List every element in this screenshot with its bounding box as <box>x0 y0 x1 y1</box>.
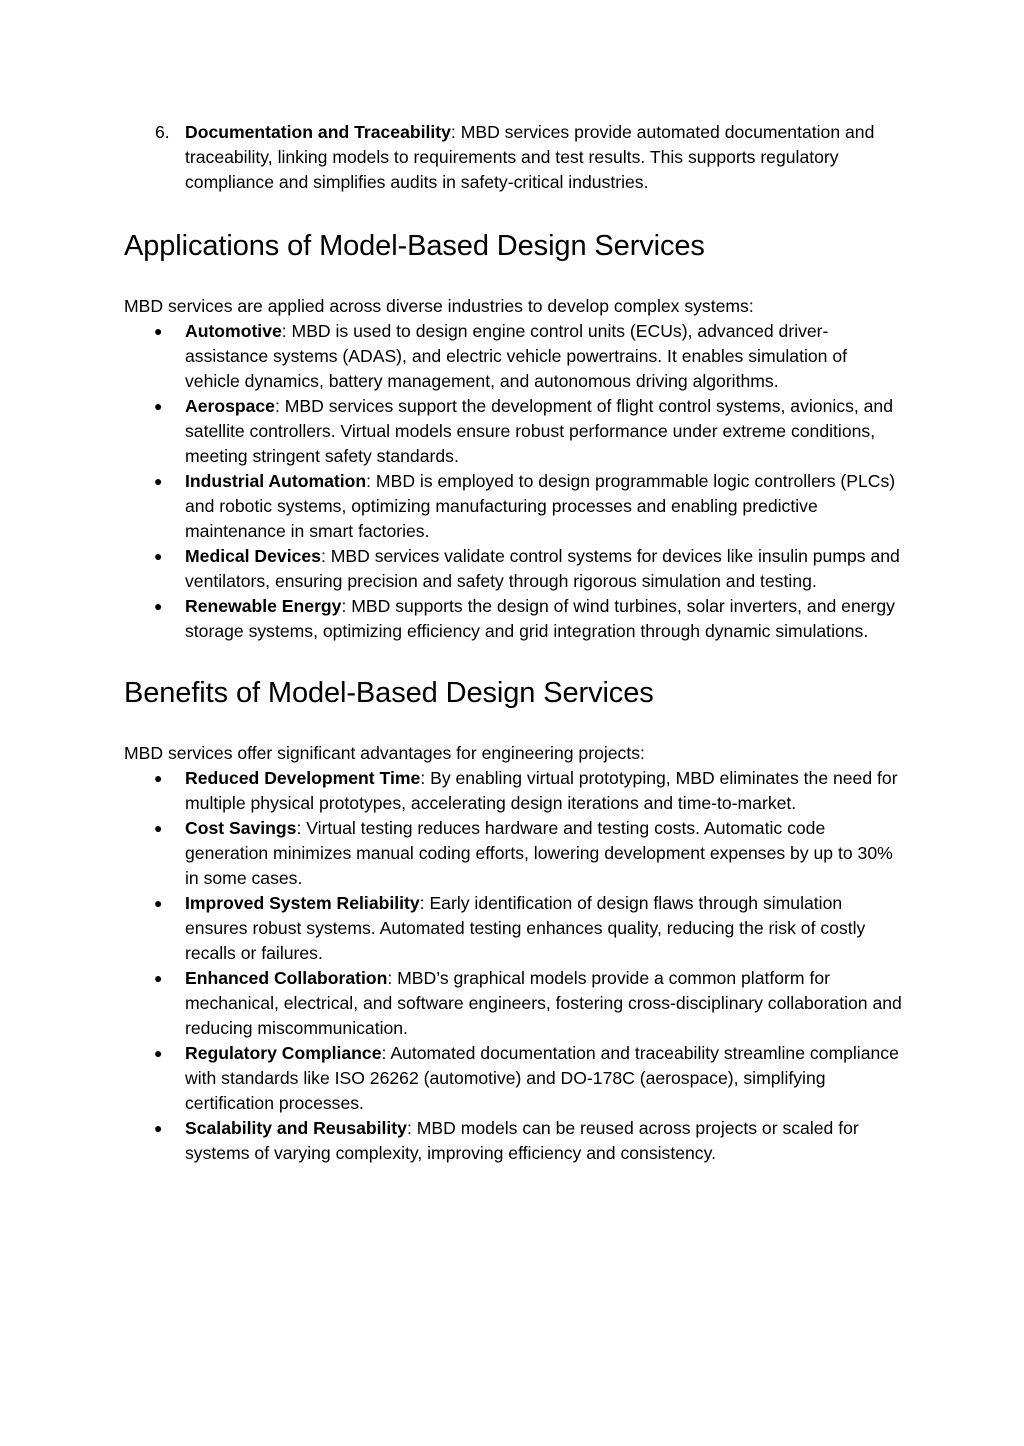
item-term: Cost Savings <box>185 818 297 838</box>
item-text: : Virtual testing reduces hardware and testing costs. Automatic code generation minimizes manual coding efforts, lowering development expenses by up to 30% in some cases. <box>185 818 893 888</box>
section-intro-benefits: MBD services offer significant advantages for engineering projects: <box>124 743 645 763</box>
item-term: Aerospace <box>185 396 275 416</box>
list-item <box>124 594 904 644</box>
bullet-icon: ● <box>154 398 163 414</box>
list-item <box>124 1041 904 1116</box>
item-text: : MBD’s graphical models provide a common platform for mechanical, electrical, and software engineers, fostering cross-disciplinary collaboration and reducing miscommunication. <box>185 968 902 1038</box>
item-term: Improved System Reliability <box>185 893 420 913</box>
item-text: : MBD models can be reused across projects or scaled for systems of varying complexity, improving efficiency and consistency. <box>185 1118 859 1163</box>
bullet-icon: ● <box>154 1120 163 1136</box>
document-page <box>124 120 904 1166</box>
list-item <box>124 891 904 966</box>
list-item <box>124 816 904 891</box>
list-item <box>124 966 904 1041</box>
list-item <box>124 469 904 544</box>
item-term: Renewable Energy <box>185 596 342 616</box>
list-item <box>124 544 904 594</box>
bullet-icon: ● <box>154 323 163 339</box>
bullet-icon: ● <box>154 548 163 564</box>
list-number: 6. <box>155 122 170 142</box>
item-term: Automotive <box>185 321 282 341</box>
section-heading-benefits: Benefits of Model-Based Design Services <box>124 677 654 709</box>
section-intro-applications: MBD services are applied across diverse industries to develop complex systems: <box>124 296 754 316</box>
item-term: Documentation and Traceability <box>185 122 451 142</box>
item-term: Scalability and Reusability <box>185 1118 407 1138</box>
item-text: : MBD supports the design of wind turbines, solar inverters, and energy storage systems, optimizing efficiency and grid integration through dynamic simulations. <box>185 596 895 641</box>
numbered-item-documentation <box>124 120 904 195</box>
bullet-icon: ● <box>154 770 163 786</box>
item-text: : MBD is used to design engine control units (ECUs), advanced driver-assistance systems (ADAS), and electric vehicle powertrains. It enables simulation of vehicle dynamics, battery management, and autonomous driving algorithms. <box>185 321 847 391</box>
item-text: : MBD services validate control systems for devices like insulin pumps and ventilators, ensuring precision and safety through rigorous simulation and testing. <box>185 546 900 591</box>
item-text: : Automated documentation and traceability streamline compliance with standards like ISO 26262 (automotive) and DO-178C (aerospace), simplifying certification processes. <box>185 1043 899 1113</box>
item-text: : MBD services support the development of flight control systems, avionics, and satellite controllers. Virtual models ensure robust performance under extreme conditions, meeting stringent safety standards. <box>185 396 893 466</box>
list-item <box>124 766 904 816</box>
item-text: : By enabling virtual prototyping, MBD eliminates the need for multiple physical prototypes, accelerating design iterations and time-to-market. <box>185 768 898 813</box>
item-term: Reduced Development Time <box>185 768 421 788</box>
list-item <box>124 394 904 469</box>
bullet-icon: ● <box>154 970 163 986</box>
bullet-icon: ● <box>154 895 163 911</box>
item-term: Industrial Automation <box>185 471 367 491</box>
bullet-icon: ● <box>154 1045 163 1061</box>
list-item <box>124 319 904 394</box>
bullet-icon: ● <box>154 598 163 614</box>
item-term: Enhanced Collaboration <box>185 968 388 988</box>
item-term: Regulatory Compliance <box>185 1043 382 1063</box>
list-item <box>124 1116 904 1166</box>
item-term: Medical Devices <box>185 546 321 566</box>
benefits-list <box>124 766 904 1166</box>
bullet-icon: ● <box>154 473 163 489</box>
bullet-icon: ● <box>154 820 163 836</box>
item-text: : MBD is employed to design programmable logic controllers (PLCs) and robotic systems, optimizing manufacturing processes and enabling predictive maintenance in smart factories. <box>185 471 896 541</box>
item-text: : MBD services provide automated documentation and traceability, linking models to requirements and test results. This supports regulatory compliance and simplifies audits in safety-critical industries. <box>185 122 875 192</box>
item-text: : Early identification of design flaws through simulation ensures robust systems. Automated testing enhances quality, reducing the risk of costly recalls or failures. <box>185 893 866 963</box>
section-heading-applications: Applications of Model-Based Design Services <box>124 230 705 262</box>
applications-list <box>124 319 904 644</box>
